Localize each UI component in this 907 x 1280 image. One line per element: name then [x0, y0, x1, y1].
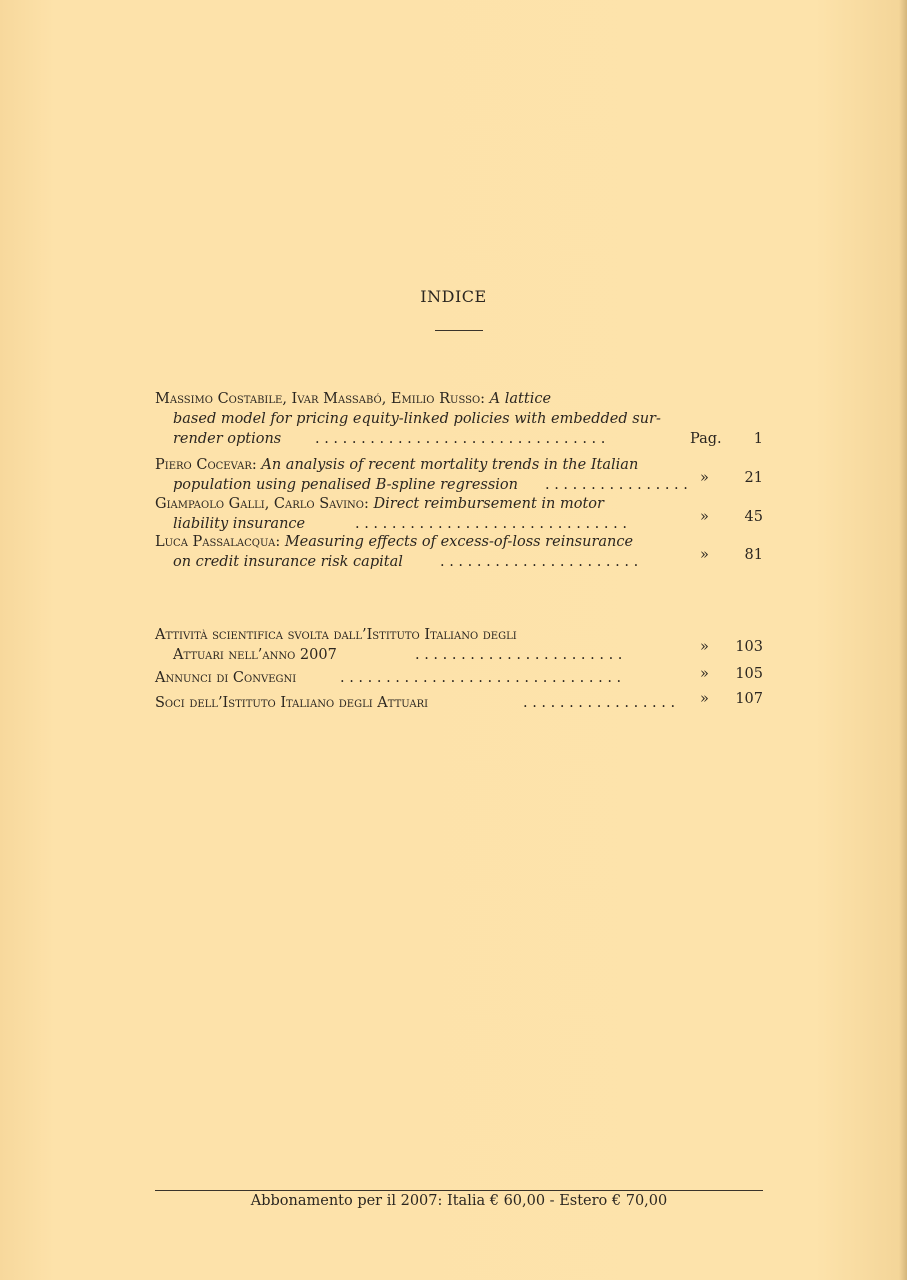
page-label: » — [700, 547, 709, 563]
page-number: 45 — [744, 509, 763, 525]
page-label: » — [700, 639, 709, 655]
section-title: Soci dell’Istituto Italiano degli Attuari — [155, 695, 429, 711]
entry-authors: Giampaolo Galli, Carlo Savino: — [155, 496, 369, 512]
dot-leader: . . . . . . . . . . . . . . . . — [545, 477, 688, 493]
page-edge-shadow — [899, 0, 907, 1280]
page-number: 103 — [735, 639, 763, 655]
entry-authors: Piero Cocevar: — [155, 457, 257, 473]
entry-title-continued: population using penalised B-spline regression — [173, 477, 518, 493]
page-number: 1 — [753, 431, 763, 447]
footer-rule — [155, 1190, 763, 1191]
subscription-footer: Abbonamento per il 2007: Italia € 60,00 - Estero € 70,00 — [250, 1193, 668, 1209]
dot-leader: . . . . . . . . . . . . . . . . . . . . . . . — [415, 647, 623, 663]
page-number: 81 — [744, 547, 763, 563]
page-title: INDICE — [420, 287, 487, 306]
page-label: » — [700, 509, 709, 525]
dot-leader: . . . . . . . . . . . . . . . . . . . . . . . . . . . . . . . . — [315, 431, 606, 447]
page-number: 21 — [744, 470, 763, 486]
entry-title-continued: liability insurance — [173, 516, 306, 532]
page-number: 105 — [735, 666, 763, 682]
entry-title: A lattice — [489, 391, 552, 407]
entry-title: An analysis of recent mortality trends in the Italian — [261, 457, 639, 473]
toc-entry — [155, 455, 767, 495]
entry-title: Direct reimbursement in motor — [373, 496, 604, 512]
toc-entry — [155, 532, 767, 572]
dot-leader: . . . . . . . . . . . . . . . . . . . . . . — [440, 554, 639, 570]
entry-title: Measuring effects of excess-of-loss reinsurance — [284, 534, 634, 550]
toc-section — [155, 625, 767, 665]
entry-authors: Massimo Costabile, Ivar Massabó, Emilio Russo: — [155, 391, 486, 407]
section-title: Attività scientifica svolta dall’Istituto Italiano degli — [155, 627, 517, 643]
toc-entry — [155, 494, 767, 534]
dot-leader: . . . . . . . . . . . . . . . . . — [523, 695, 676, 711]
page-label: Pag. — [690, 431, 722, 447]
toc-entry — [155, 389, 767, 449]
title-rule — [435, 330, 483, 331]
toc-section — [155, 668, 767, 688]
entry-title-continued: on credit insurance risk capital — [173, 554, 403, 570]
entry-authors: Luca Passalacqua: — [155, 534, 281, 550]
page-label: » — [700, 470, 709, 486]
toc-section — [155, 693, 767, 713]
entry-title-continued: render options — [173, 431, 282, 447]
dot-leader: . . . . . . . . . . . . . . . . . . . . . . . . . . . . . . . — [340, 670, 622, 686]
page-number: 107 — [735, 691, 763, 707]
page-label: » — [700, 691, 709, 707]
section-title: Annunci di Convegni — [155, 670, 297, 686]
entry-title-continued: based model for pricing equity-linked policies with embedded sur- — [173, 411, 661, 427]
section-title-continued: Attuari nell’anno 2007 — [173, 647, 337, 663]
page-label: » — [700, 666, 709, 682]
dot-leader: . . . . . . . . . . . . . . . . . . . . . . . . . . . . . . — [355, 516, 627, 532]
